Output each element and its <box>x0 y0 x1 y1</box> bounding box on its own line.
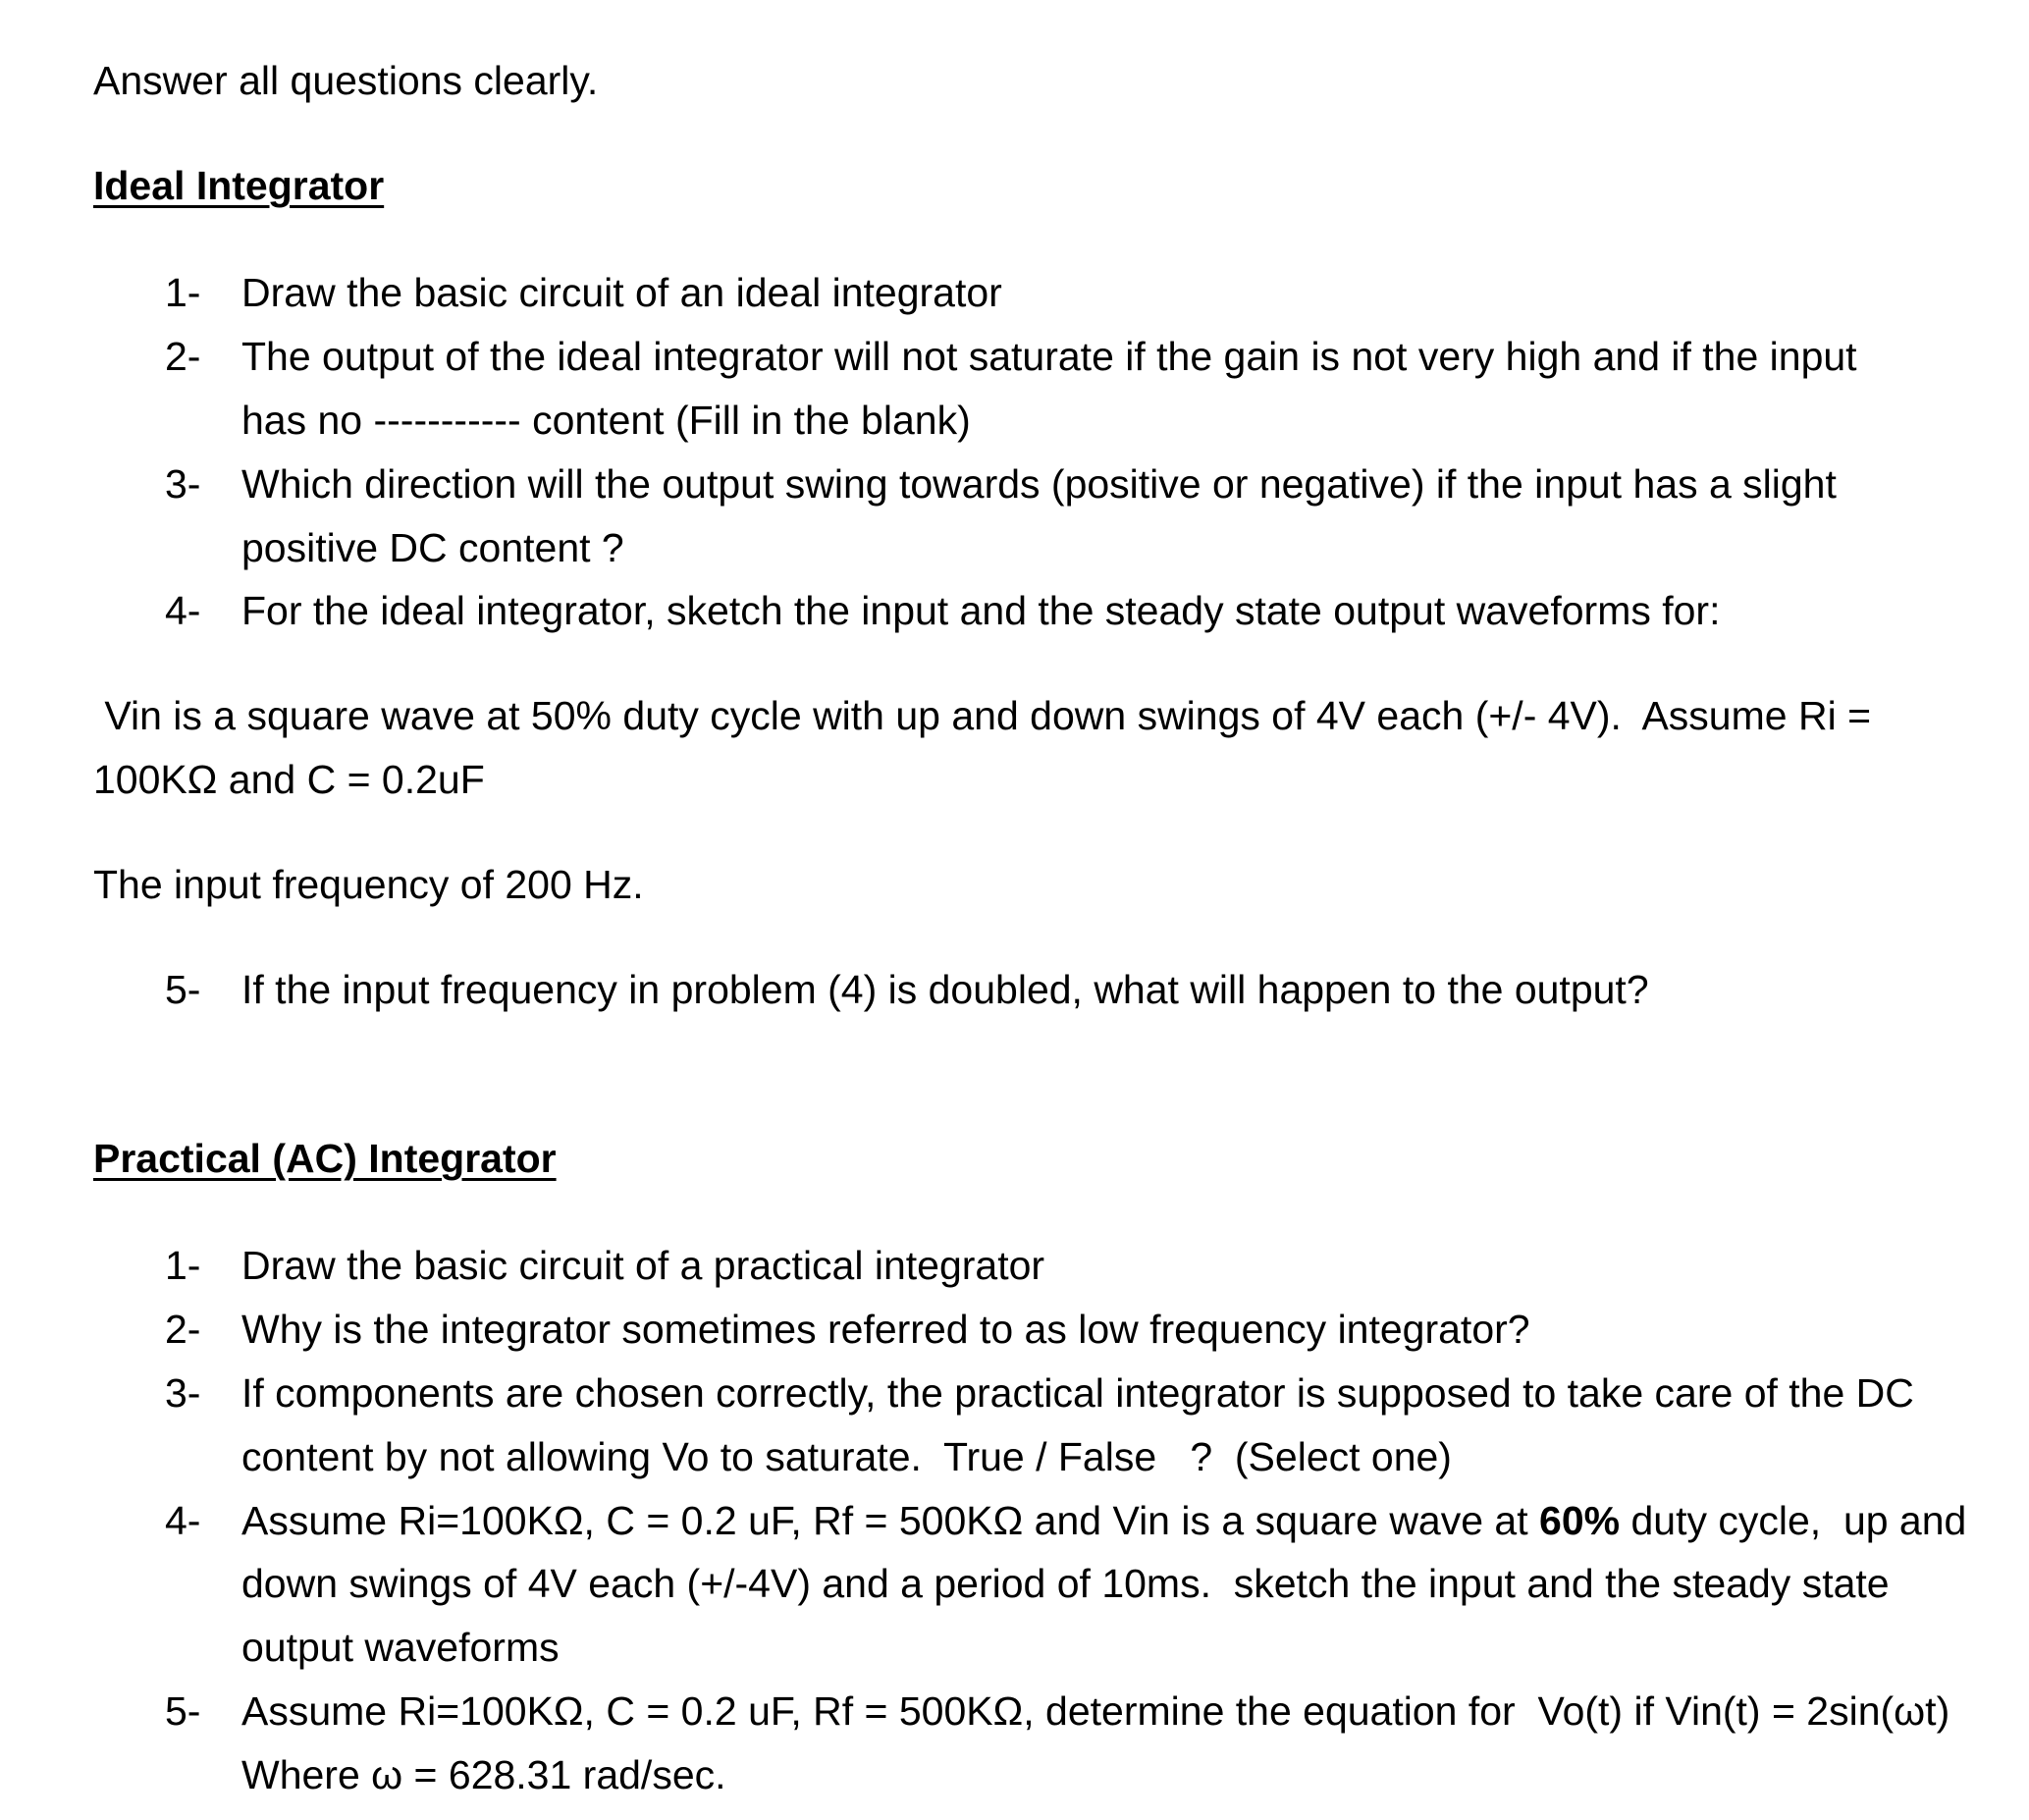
practical-q5-text-line1: Assume Ri=100KΩ, C = 0.2 uF, Rf = 500KΩ, determine the equation for Vo(t) if Vin(t) = 2sin(ωt) <box>241 1688 1950 1734</box>
ideal-q2-text-line2: has no ----------- content (Fill in the blank) <box>241 398 971 443</box>
intro-text: Answer all questions clearly. <box>93 58 599 103</box>
duty-cycle-bold: 60% <box>1539 1498 1621 1543</box>
practical-q1-number: 1- <box>165 1243 201 1288</box>
vin-description-line1: Vin is a square wave at 50% duty cycle with up and down swings of 4V each (+/- 4V). Assume Ri = <box>93 693 1872 738</box>
practical-q4-number: 4- <box>165 1498 201 1543</box>
ideal-q4-text: For the ideal integrator, sketch the input and the steady state output waveforms for: <box>241 588 1721 633</box>
practical-q4-text-line2: down swings of 4V each (+/-4V) and a period of 10ms. sketch the input and the steady state <box>241 1561 1890 1606</box>
practical-q3-text-line1: If components are chosen correctly, the practical integrator is supposed to take care of the DC <box>241 1370 1914 1416</box>
ideal-q3-text-line1: Which direction will the output swing towards (positive or negative) if the input has a slight <box>241 461 1837 507</box>
ideal-q4-number: 4- <box>165 588 201 633</box>
ideal-q1-number: 1- <box>165 270 201 315</box>
practical-q5-number: 5- <box>165 1688 201 1734</box>
ideal-q5-text: If the input frequency in problem (4) is doubled, what will happen to the output? <box>241 967 1649 1012</box>
ideal-q2-number: 2- <box>165 334 201 379</box>
practical-q4-text-pre: Assume Ri=100KΩ, C = 0.2 uF, Rf = 500KΩ and Vin is a square wave at <box>241 1498 1540 1543</box>
practical-integrator-heading: Practical (AC) Integrator <box>93 1136 557 1181</box>
practical-q3-number: 3- <box>165 1370 201 1416</box>
vin-description-line2: 100KΩ and C = 0.2uF <box>93 757 485 802</box>
practical-q1-text: Draw the basic circuit of a practical integrator <box>241 1243 1045 1288</box>
ideal-q2-text-line1: The output of the ideal integrator will not saturate if the gain is not very high and if the input <box>241 334 1857 379</box>
practical-q5-text-line2: Where ω = 628.31 rad/sec. <box>241 1752 726 1797</box>
practical-q2-text: Why is the integrator sometimes referred to as low frequency integrator? <box>241 1307 1530 1352</box>
ideal-q3-number: 3- <box>165 461 201 507</box>
practical-q4-text-line3: output waveforms <box>241 1625 560 1670</box>
practical-q4-text-line1 <box>241 1497 1966 1544</box>
practical-q4-text-post: duty cycle, up and <box>1620 1498 1967 1543</box>
ideal-q1-text: Draw the basic circuit of an ideal integrator <box>241 270 1002 315</box>
practical-q2-number: 2- <box>165 1307 201 1352</box>
ideal-q5-number: 5- <box>165 967 201 1012</box>
input-frequency-text: The input frequency of 200 Hz. <box>93 862 644 907</box>
ideal-integrator-heading: Ideal Integrator <box>93 163 385 208</box>
practical-q3-text-line2: content by not allowing Vo to saturate. True / False ? (Select one) <box>241 1434 1452 1479</box>
ideal-q3-text-line2: positive DC content ? <box>241 525 624 570</box>
